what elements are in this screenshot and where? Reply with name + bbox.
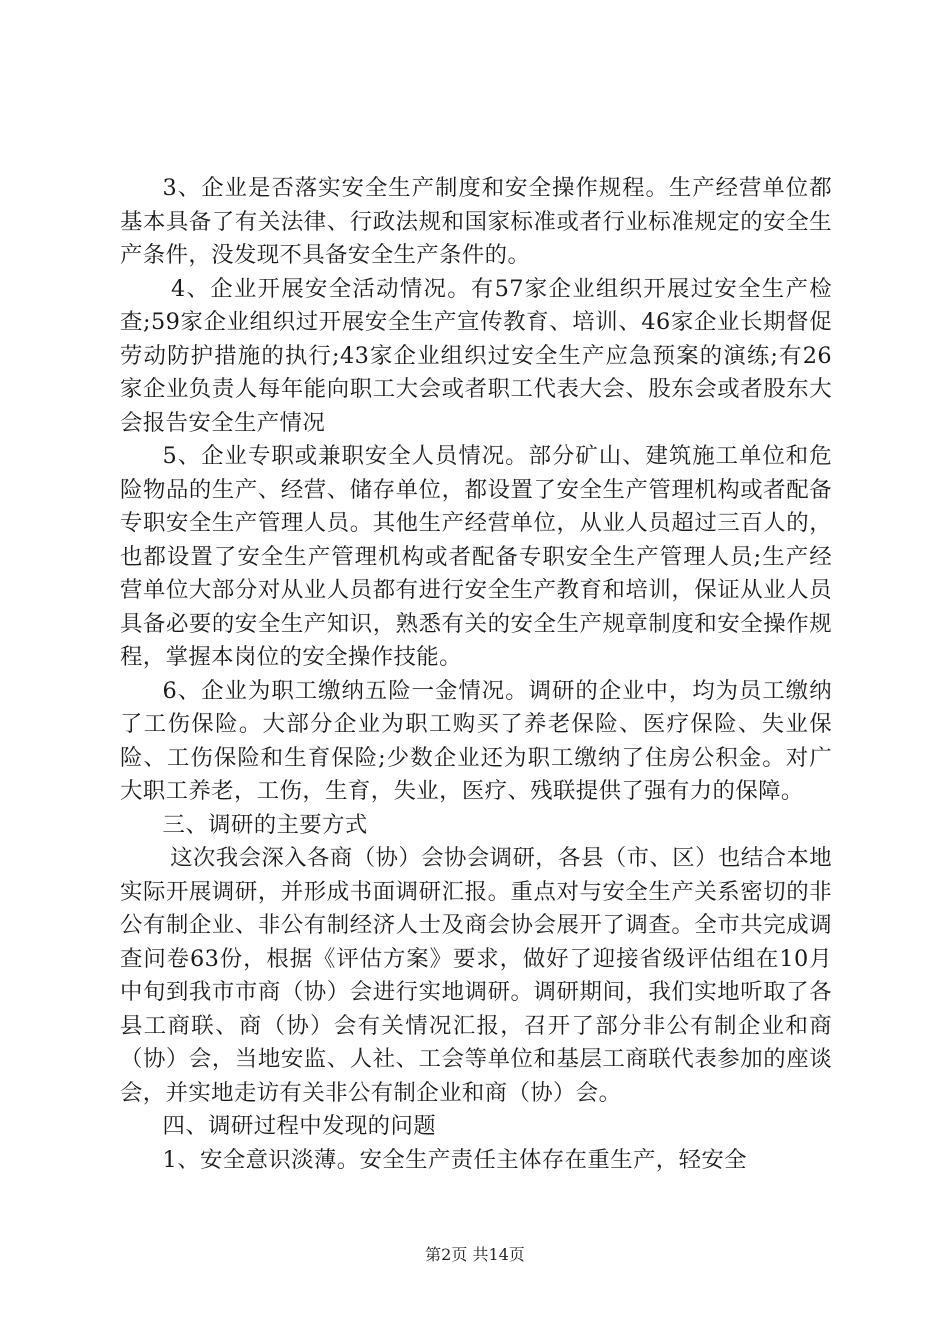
paragraph-safety-personnel: 5、企业专职或兼职安全人员情况。部分矿山、建筑施工单位和危险物品的生产、经营、储存单位，都设置了安全生产管理机构或者配备专职安全生产管理人员。其他生产经营单位，从业人员超过三百人的，也都设置了安全生产管理机构或者配备专职安全生产管理人员;生产经营单位大部分对从业人员都有进行安全生产教育和培训，保证从业人员具备必要的安全生产知识，熟悉有关的安全生产规章制度和安全操作规程，掌握本岗位的安全操作技能。: [120, 443, 832, 670]
paragraph-safety-activities: 4、企业开展安全活动情况。有57家企业组织开展过安全生产检查;59家企业组织过开展安全生产宣传教育、培训、46家企业长期督促劳动防护措施的执行;43家企业组织过安全生产应急预案的演练;有26家企业负责人每年能向职工大会或者职工代表大会、股东会或者股东大会报告安全生产情况: [120, 275, 832, 436]
paragraph-research-methods: 这次我会深入各商（协）会协会调研，各县（市、区）也结合本地实际开展调研，并形成书面调研汇报。重点对与安全生产关系密切的非公有制企业、非公有制经济人士及商会协会展开了调查。全市共完成调查问卷63份，根据《评估方案》要求，做好了迎接省级评估组在10月中旬到我市市商（协）会进行实地调研。调研期间，我们实地听取了各县工商联、商（协）会有关情况汇报，召开了部分非公有制企业和商（协）会，当地安监、人社、工会等单位和基层工商联代表参加的座谈会，并实地走访有关非公有制企业和商（协）会。: [120, 845, 832, 1106]
paragraph-safety-awareness: 1、安全意识淡薄。安全生产责任主体存在重生产，轻安全: [162, 1146, 747, 1173]
document-body: [120, 172, 832, 1177]
section-heading-problems-found: 四、调研过程中发现的问题: [162, 1113, 437, 1139]
paragraph-safety-regulations: 3、企业是否落实安全生产制度和安全操作规程。生产经营单位都基本具备了有关法律、行政法规和国家标准或者行业标准规定的安全生产条件，没发现不具备安全生产条件的。: [120, 175, 832, 268]
section-heading-research-methods: 三、调研的主要方式: [162, 811, 368, 838]
page-number-footer: 第2页 共14页: [425, 1245, 525, 1264]
paragraph-social-insurance: 6、企业为职工缴纳五险一金情况。调研的企业中，均为员工缴纳了工伤保险。大部分企业为职工购买了养老保险、医疗保险、失业保险、工伤保险和生育保险;少数企业还为职工缴纳了住房公积金。对广大职工养老，工伤，生育，失业，医疗、残联提供了强有力的保障。: [120, 677, 832, 804]
